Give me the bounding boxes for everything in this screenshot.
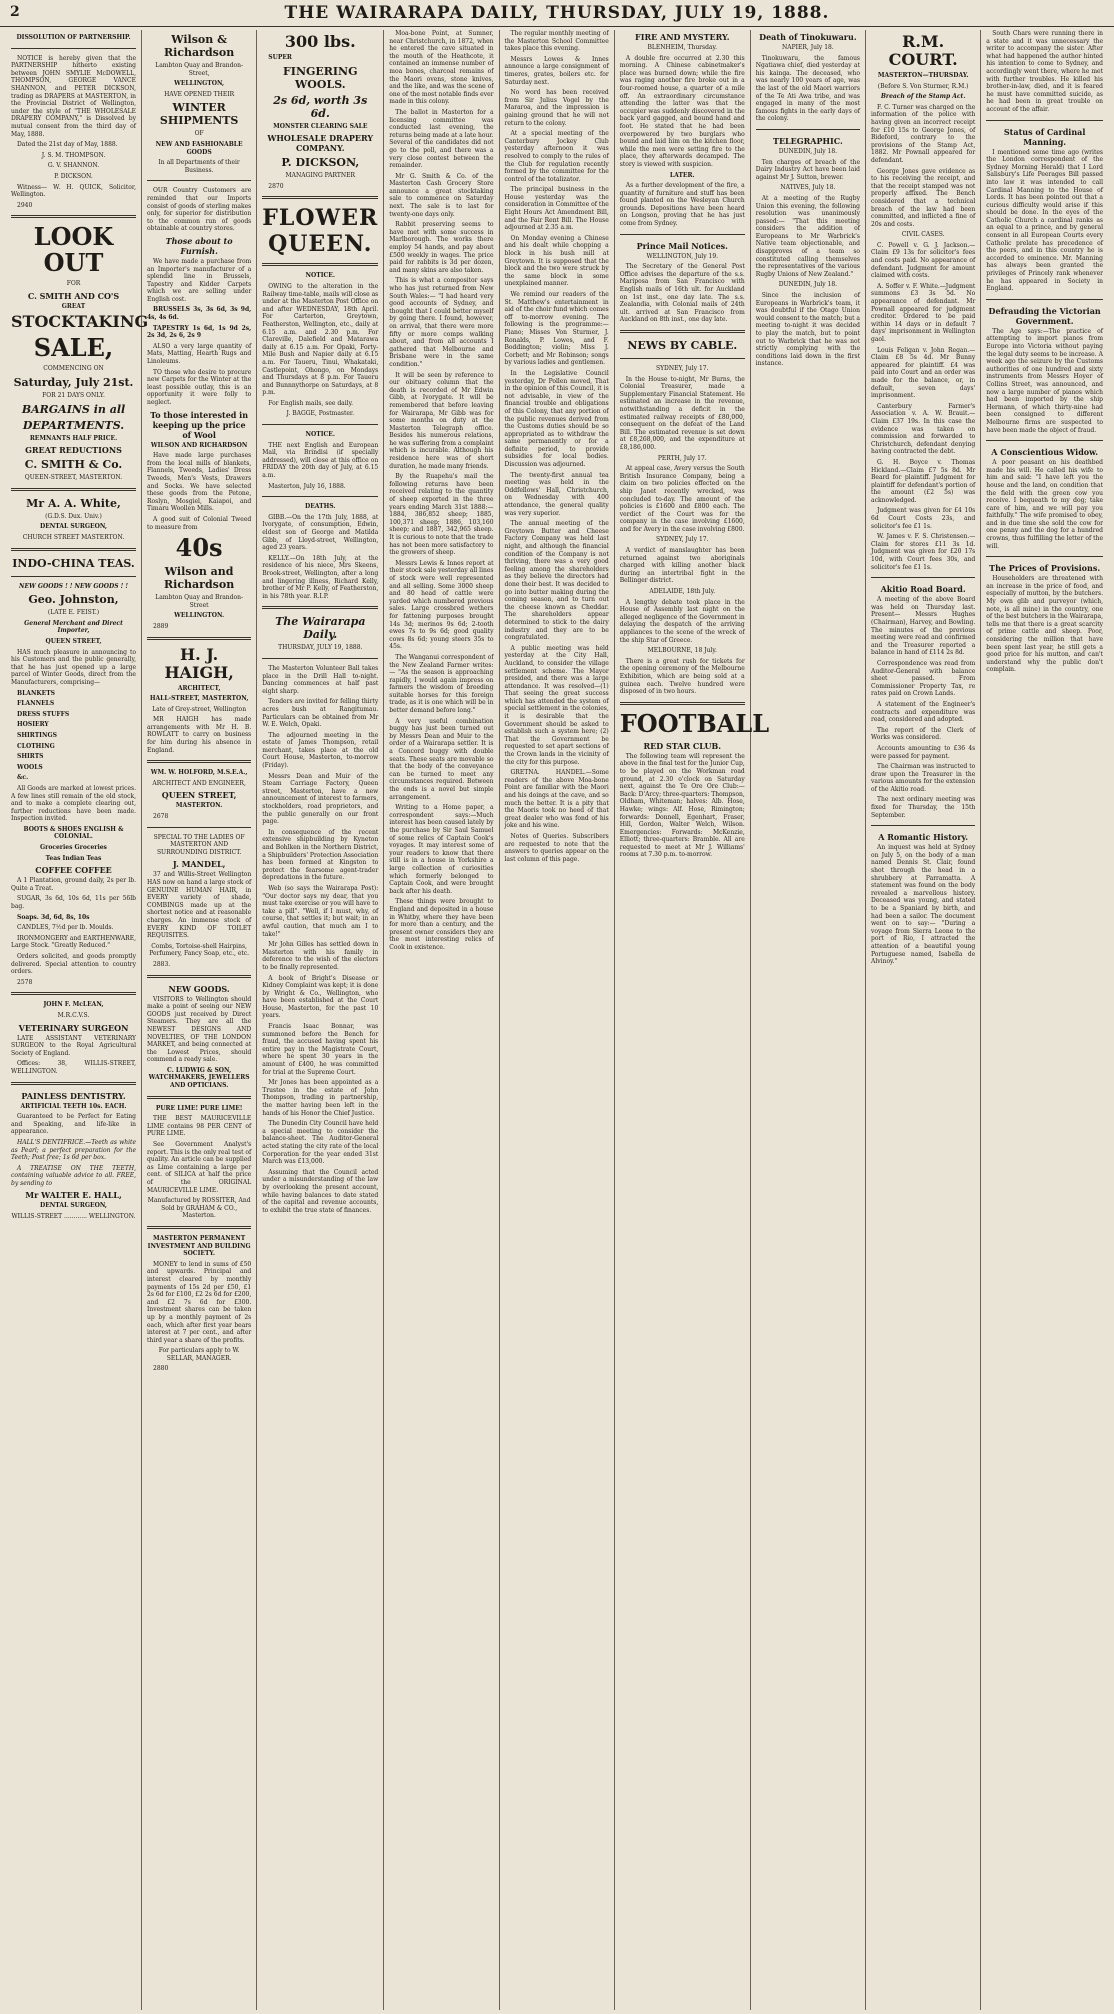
johnston-name: Geo. Johnston, <box>28 593 119 607</box>
goods-item-6: CLOTHING <box>17 742 55 750</box>
hall-address: WILLIS-STREET ............ WELLINGTON. <box>11 1213 136 1221</box>
fire-body: A double fire occurred at 2.30 this morning. A Chinese cabinetmaker's place was burned down; while the fire was raging another fire broke out in a four-roomed house, a quarter of a mile off. An extraordinary circumstance attending the latter was that the occupier was suddenly discovered in the back yard gagged, and bound hand and foot. He stated that he had been overpowered by two burglars who bound and laid him on the kitchen floor, while the men were setting fire to the place, they afterwards decamped. The story is viewed with suspicion. <box>619 54 745 168</box>
akitio-body-2: Correspondence was read from Auditor-General with balance sheet passed. From Commissioner Property Tax, re rates paid on Crown Lands. <box>871 659 976 698</box>
later-body: As a further development of the fire, a quantity of furniture and stuff has been found planted on the Wesleyan Church grounds. Depositions have been heard on Longson, proving that he has just come from Sydney. <box>619 182 745 228</box>
fingering-wools: FINGERING WOOLS. <box>282 64 358 91</box>
defrauding-heading: Defrauding the Victorian Government. <box>988 305 1101 326</box>
dissolution-witness: Witness— W. H. QUICK, Solicitor, Wellington. <box>11 183 136 199</box>
col5-para-3: At a special meeting of the Canterbury Jockey Club yesterday afternoon it was resolved to comply to the rules of the Club for regulation recently formed by the committee for the control of the totalizator. <box>504 130 609 183</box>
firm-city-2: WELLINGTON. <box>174 612 225 620</box>
football-heading: FOOTBALL <box>619 708 770 738</box>
death-place: NAPIER, July 18. <box>782 44 834 51</box>
civil-case-1: C. Powell v. G. J. Jackson.—Claim £9 13s for solicitor's fees and costs paid. No appearance of defendant. Judgment for amount claimed with costs. <box>871 241 976 280</box>
editorial-4: Messrs Dean and Muir of the Steam Carriage Factory, Queen street, Masterton, have a new announcement of interest to farmers, stockholders, road proprietors, and the public generally on our front page. <box>262 772 379 826</box>
cloth-line: A good suit of Colonial Tweed to measure from <box>147 515 252 531</box>
breach-body: F. C. Turner was charged on the information of the police with having given an incorrect receipt for £10 15s to George Jones, of Bideford, contrary to the provisions of the Stamp Act, 1882. Mr Pownall appeared for defendant. <box>871 103 976 164</box>
defrauding-body: The Age says:—The practice of attempting to import pianos from Europe into Victoria without paying the legal duty seems to be increase. A week ago the seizure by the Customs authorities of one hundred and sixty instruments from Messrs Hoyer of Collins Street, was announced, and now a large number of pianos which had been imported by the ship Hermann, of which thirty-nine had been consigned to different Melbourne firms are suspected to have been made the object of fraud. <box>986 327 1104 434</box>
romantic-body: An inquest was held at Sydney on July 5, on the body of a man named Dennis St. Clair, found shot through the head in a shrubbery at Parramatta. A statement was found on the body revealed a marvellous history. Deceased was young, and stated to be a Spaniard by birth, and had been a sailor. The document went on to say:— "During a voyage from Sierra Leone to the port of Rio, I attracted the attention of a beautiful young Portuguese named, Isabella de Alvinoy." <box>871 844 976 966</box>
column-2 <box>142 30 257 2010</box>
akitio-heading: Akitio Road Board. <box>880 584 966 595</box>
col5-para-8: The twenty-first annual tea meeting was held in the Oddfellows' Hall, Christchurch, on Wednesday with 400 attendance, the general quality was very superior. <box>504 471 609 517</box>
lime-maker: Manufactured by ROSSITER, And Sold by GRAHAM & CO., Masterton. <box>147 1197 251 1220</box>
court-heading: R.M. COURT. <box>888 32 958 69</box>
prince-heading: Prince Mail Notices. <box>636 240 728 251</box>
notice-2-heading: NOTICE. <box>305 431 335 439</box>
columns <box>6 30 1108 2010</box>
deaths-heading: DEATHS. <box>305 503 336 511</box>
dentist-name: Mr A. A. White, <box>26 496 121 510</box>
civil-case-4: Canterbury Farmer's Association v. A. W. Brauit.—Claim £37 19s. In this case the evidence was taken on commission and forwarded to Christchurch, defendant denying having contracted the debt. <box>871 402 976 456</box>
hall-dentifrice: HALL'S DENTIFRICE.—Teeth as white as Pearl; a perfect preparation for the Teeth; Post free; 1s 6d per box. <box>11 1138 136 1162</box>
prices-body: Householders are threatened with an increase in the price of food, and especially of mutton, by the butchers. My own glib and purveyor (which, note, is all mine) in the country, one of the best butchers in the Wairarapa, tells me that there is a great scarcity of prime cattle and sheep. Poor, considering the million that have been spent last year, he still gets a good price for his mutton, and can't understand why the public don't complain. <box>986 575 1104 674</box>
col5-para-9: The annual meeting of the Greytown Butter and Cheese Factory Company was held last night, and although the financial condition of the Company is not thriving, there was a very good feeling among the shareholders as they believe the directors had done their best. It was decided to go into butter making during the coming season, and to turn out the cheese known as Cheddar. The shareholders appear determined to stick to the dairy industry and they are to be congratulated. <box>504 520 609 642</box>
prince-body: The Secretary of the General Post Office advises the departure of the s.s. Mariposa from San Francisco with English mails of 16th ult. for Auckland on 1st inst., one day late. The s.s. Zealandia, with Colonial mails of 24th ult. arrived at San Francisco from Auckland on 8th inst., one day late. <box>619 263 745 324</box>
dentist-degree: (G.D.S. Dux. Univ.) <box>45 512 102 520</box>
candles-line: CANDLES, 7½d per lb. Moulds. <box>17 924 114 932</box>
col9-para-1: South Chars were running there in a state and it was unnecessary the writer to accompany the sister. After what had happened the author hinted his intention to come to Sydney, and accordingly went there, where he met with further troubles. He killed his brother-in-law, died, and it is feared he must have committed suicide, as he had been in great trouble on account of the affair. <box>986 30 1104 113</box>
dentist-address: CHURCH STREET MASTERTON. <box>22 534 125 542</box>
editorial-1: The Masterton Volunteer Ball takes place in the Drill Hall to-night. Dancing commences at half past eight sharp. <box>262 664 379 695</box>
akitio-body: A meeting of the above Board was held on Thursday last. Present— Messrs Hughes (Chairman), Harvey, and Bowling. The minutes of the previous meeting were read and confirmed and the Treasurer reported a balance in hand of £114 2s 8d. <box>871 596 976 657</box>
civil-heading: CIVIL CASES. <box>901 231 945 239</box>
bank-body: MONEY to lend in sums of £50 and upwards. Principal and interest cleared by monthly payments of 15s 2d per £50, £1 2s 6d for £100, £2 2s 6d for £200, and £2 7s 6d for £300. Investment shares can be taken up by a monthly payment of 2s each, which after first year bears interest at 7 per cent., and after third year a share of the profits. <box>147 1260 252 1344</box>
sydney-2-body: A verdict of manslaughter has been returned against two aboriginals charged with killing another black during an intertribal fight in the Bellinger district. <box>619 547 745 585</box>
civil-case-6: Judgment was given for £4 10s 6d Court Costs 23s, and solicitor's fee £1 1s. <box>871 507 976 530</box>
dissolution-dated: Dated the 21st day of May, 1888. <box>17 141 118 149</box>
civil-case-5: G. H. Boyce v. Thomas Hickland.—Claim £7 5s 8d. Mr Beard for plaintiff. Judgment for plaintiff for defendant's portion of the amount (£2 5s) was acknowledged. <box>871 458 976 504</box>
col4-para-8: Messrs Lewis & Innes report at their stock sale yesterday all lines of stock were well represented and all selling. Some 3000 sheep and 80 head of cattle were yarded which numbered previous sales. Large crossbred wethers for fattening purposes brought 14s 3d; merinos 9s 6d; 2-tooth ewes 7s to 9s 6d; good quality cows 8s 6d; young steers 35s to 45s. <box>389 559 494 651</box>
teeth-body: Guaranteed to be Perfect for Eating and Speaking, and life-like in appearance. <box>11 1113 136 1136</box>
ad-great: GREAT <box>61 302 86 310</box>
daily-title: The Wairarapa Daily. <box>275 615 366 642</box>
col5-para-4: The principal business in the House yesterday was the consideration in Committee of the Eight Hours Act Amendment Bill, and the Fair Rent Bill. The House adjourned at 2.35 a.m. <box>504 186 609 232</box>
goods-item-3: DRESS STUFFS <box>17 710 70 718</box>
firm-streets: Lambton Quay and Brandon-Street, <box>155 62 244 77</box>
editorial-11: The Dunedin City Council have held a special meeting to consider the balance-sheet. The Auditor-General acted stating the city rate of the local Corporation for the year ended 31st March was £13,000. <box>262 1120 379 1166</box>
ref-number-6: 2880 <box>153 1365 169 1373</box>
pure-lime: PURE LIME! PURE LIME! <box>155 1104 243 1112</box>
managing-partner: MANAGING PARTNER <box>285 172 356 180</box>
perth-body: At appeal case, Avery versus the South British Insurance Company, being a claim on two policies effected on the ship Janet recently wrecked, was concluded to-day. The amount of the policies is £1600 and £800 each. The verdict of the Court was for the company in the case involving £1600, and for Avery in the case involving £800. <box>619 465 745 533</box>
ad-firm-2: C. SMITH & Co. <box>24 458 123 472</box>
col5-para-7: In the Legislative Council yesterday, Dr Pollen moved, That in the opinion of this Council, it is not advisable, in view of the financial trouble and obligations of this Colony, that any portion of the public revenues derived from the Customs duties should be so appropriated as to withdraw the same permanently or for a definite period, to provide subsidies for local bodies. Discussion was adjourned. <box>504 369 609 469</box>
coffee-heading: COFFEE COFFEE <box>35 865 112 876</box>
visitors-body: VISITORS to Wellington should make a point of seeing our NEW GOODS just received by Direct Steamers. They are all the NEWEST DESIGNS AND NOVELTIES, OF THE LONDON MARKET, and being connected at the Lowest Prices, should commend a ready sale. <box>147 995 252 1064</box>
winter-shipments: WINTER SHIPMENTS <box>159 101 239 128</box>
column-9 <box>981 30 1108 2010</box>
groceries-sub: Groceries Groceries <box>40 844 107 852</box>
col5-meeting: The regular monthly meeting of the Masterton School Committee takes place this evening. <box>504 30 609 53</box>
fire-heading: FIRE AND MYSTERY. <box>635 32 730 42</box>
lime-body: THE BEST MAURICEVILLE LIME contains 98 PER CENT of PURE LIME. <box>147 1115 252 1138</box>
furnish-body: We have made a purchase from an Importer's manufacturer of a splendid line in Brussels, Tapestry and Kidder Carpets which we are selling under English cost. <box>147 257 252 303</box>
tea-heading: INDO-CHINA TEAS. <box>12 556 135 570</box>
vet-body: LATE ASSISTANT VETERINARY SURGEON to the Royal Agricultural Society of England. <box>11 1034 136 1057</box>
col4-para-4: Rabbit preserving seems to have met with some success in Marlborough. The works there employ 54 hands, and pay about £500 weekly in wages. The price paid for rabbits is 3d per dozen, and many skins are also taken. <box>389 221 494 274</box>
col5-para-12: Notes of Queries. Subscribers are requested to note that the answers to queries appear on the last column of this page. <box>504 832 609 863</box>
hall-name: Mr WALTER E. HALL, <box>25 1190 122 1201</box>
carpets-line: TO those who desire to procure new Carpets for the Winter at the least possible outlay, this is an opportunity it were folly to neglect. <box>147 368 252 406</box>
column-4 <box>384 30 499 2010</box>
ad-commencing: COMMENCING ON <box>43 365 104 373</box>
dissolution-heading: DISSOLUTION OF PARTNERSHIP. <box>16 34 131 41</box>
signatory-3: P. DICKSON. <box>54 172 93 180</box>
sugar-line: SUGAR, 3s 6d, 10s 6d, 11s per 56lb bag. <box>11 895 136 911</box>
col5-para-10: A public meeting was held yesterday at the City Hall, Auckland, to consider the village settlement scheme. The Mayor presided, and there was a large attendance. It was resolved—(1) That seeing the great success which has attended the system of special settlement in the colonies, it is desirable that the Government should be asked to establish such a system here; (2) That the Government be requested to set apart sections of the Crown lands in the vicinity of the city for this purpose. <box>504 644 609 766</box>
ad-bargains: BARGAINS in all <box>21 402 126 416</box>
mandel-combs: Combs, Tortoise-shell Hairpins, Perfumery, Fancy Soap, etc., etc. <box>149 942 250 958</box>
editorial-12: Assuming that the Council acted under a misunderstanding of the law by overlooking the present account, while having balances to date stated of the capital and revenue accounts, to exhibit the true state of finances. <box>262 1168 379 1214</box>
matting-line: ALSO a very large quantity of Mats, Matting, Hearth Rugs and Linoleums. <box>147 342 252 366</box>
telegraphic-body: Ten charges of breach of the Dairy Industry Act have been laid against Mr J. Sutton, brewer. <box>755 158 861 181</box>
wool-body: Have made large purchases from the local mills of blankets, Flannels, Tweeds, Ladies' Dress Tweeds, Men's Vests, Drawers and Socks. We have selected these goods from the Petone, Roslyn, Mosgiel, Kaiapoi, and Timaru Woollen Mills. <box>147 452 252 513</box>
akitio-body-7: The next ordinary meeting was fixed for Thursday, the 15th September. <box>871 796 976 819</box>
coffee-body: A 1 Plantation, ground daily, 2s per lb. Quite a Treat. <box>11 877 136 892</box>
notice-2-date: Masterton, July 16, 1888. <box>268 482 346 490</box>
dentist-title: DENTAL SURGEON, <box>39 523 108 531</box>
ad-address: QUEEN-STREET, MASTERTON. <box>24 474 123 482</box>
treatise: A TREATISE ON THE TEETH, containing valuable advice to all. FREE, by sending to <box>11 1164 136 1187</box>
page-number: 2 <box>10 4 20 20</box>
column-3 <box>257 30 384 2010</box>
goods-item-7: SHIRTS <box>17 753 44 761</box>
conscientious-heading: A Conscientious Widow. <box>991 447 1098 458</box>
telegraphic-heading: TELEGRAPHIC. <box>772 135 843 146</box>
editorial-9: Francis Isaac Bonnar, was summoned before the Bench for fraud, the accused having spent his entire pay in the Magistrate Court, where he spent 30 years in the amount of £400, he was committed for trial at the Supreme Court. <box>262 1023 379 1076</box>
brussels-line: BRUSSELS 3s, 3s 6d, 3s 9d, 4s, 4s 6d. <box>147 306 252 322</box>
civil-case-7: W. James v. F. S. Christensen.—Claim for stores £11 3s 1d. Judgment was given for £20 17s 10d, with Court fees 30s, and solicitor's fee £1 1s. <box>871 533 976 571</box>
architect-late: Late of Grey-street, Wellington <box>152 705 247 713</box>
civil-case-2: A. Soffer v. F. White.—Judgment summons £3 3s 5d. No appearance of defendant. Mr Pownall appeared for judgment creditor. Ordered to be paid within 14 days or in default 7 days' imprisonment in Wellington gaol. <box>871 282 976 343</box>
notice-2-body: THE next English and European Mail, via Brindisi (if specially addressed), will close at this office on FRIDAY the 20th day of July, at 6.15 a.m. <box>262 441 379 480</box>
editorial-3: The adjourned meeting in the estate of James Thompson, retail merchant, takes place at the old Court House, Masterton, to-morrow (Friday). <box>262 731 379 770</box>
firm-address-2: Lambton Quay and Brandon-Street <box>155 594 244 609</box>
col4-para-6: It will be seen by reference to our obituary column that the death is recorded of Mr Edwin Gibb, at Ivorygate. It will be remembered that before leaving for Wairarapa, Mr Gibb was for some months on duty at the Masterton Telegraph office. Besides his numerous relations, he was suffering from a complaint which is incurable. Although his residence here was of short duration, he made many friends. <box>389 371 494 470</box>
wool-super: SUPER <box>268 54 292 61</box>
lime-analysis: See Government Analyst's report. This is the only real test of quality. An article can be supplied as Lime containing a large per cent. of SILICA at half the price of the ORIGINAL MAURICEVILLE LIME. <box>147 1141 252 1194</box>
akitio-body-6: The Chairman was instructed to draw upon the Treasurer in the various amounts for the extension of the Akitio road. <box>871 763 976 793</box>
goods-item-1: BLANKETS <box>17 689 56 697</box>
goods-line: NEW AND FASHIONABLE GOODS <box>155 140 243 156</box>
melbourne-body: There is a great rush for tickets for the opening ceremony of the Melbourne Exhibition, which are being sold at a guinea each. Twelve hundred were disposed of in two hours. <box>619 657 745 696</box>
col4-para-2: The ballot in Masterton for a licensing committee was conducted last evening, the returns being made at a late hour. Several of the candidates did not go to the poll, and there was a very close contest between the remainder. <box>389 108 494 170</box>
ad-for: FOR <box>66 280 81 288</box>
wool-price: 2s 6d, worth 3s 6d. <box>273 93 368 120</box>
johnston-body: HAS much pleasure in announcing to his Customers and the public generally, that he has just opened up a large parcel of Winter Goods, direct from the Manufacturers, comprising— <box>11 648 136 686</box>
new-goods-heading: NEW GOODS. <box>168 983 230 994</box>
monster-sale: MONSTER CLEARING SALE <box>273 122 368 130</box>
bank-heading: MASTERTON PERMANENT INVESTMENT AND BUILDING SOCIETY. <box>147 1234 251 1258</box>
editorial-6: Web (so says the Wairarapa Post): "Our doctor says my dear, that you must take exercise or you will have to take a pill". "Well, if I must, why, of course, that settles it; but wait; in an awful caution, that much am I to take!" <box>262 884 379 938</box>
notice-body: OWING to the alteration in the Railway time-table, mails will close as under at the Masterton Post Office on and after WEDNESDAY, 18th April. For Carterton, Greytown, Featherston, Wellington, etc., daily at 6.15 a.m. and 2.30 p.m. For Clareville, Dalefield and Matarawa daily at 6.15 a.m. For Opaki, Forty-Mile Bush and Napier daily at 6.15 a.m. For Taueru, Tinui, Whakataki, Castlepoint, Ohongo, on Mondays and Thursdays at 8 p.m. For Taueru and Bunnnythorpe on Saturdays, at 8 p.m. <box>262 282 379 397</box>
price-big: 40s <box>175 533 223 563</box>
perth-dateline: PERTH, July 17. <box>657 454 707 462</box>
sydney-dateline: SYDNEY, July 17. <box>655 365 709 372</box>
orders-line: Orders solicited, and goods promptly delivered. Special attention to country orders. <box>11 953 136 976</box>
court-before: (Before S. Von Sturmer, R.M.) <box>877 82 969 90</box>
johnston-trade: General Merchant and Direct Importer, <box>24 619 123 635</box>
col4-para-9: The Wanganui correspondent of the New Zealand Farmer writes:— "As the season is approaching rapidly, I would again impress on farmers the wisdom of breeding suitable horses for this foreign trade, as it is one which will be in better demand before long." <box>389 653 494 715</box>
vet-office: Offices: 38, WILLIS-STREET, WELLINGTON. <box>11 1060 136 1075</box>
deaths-body: GIBB.—On the 17th July, 1888, at Ivorygate, of consumption, Edwin, eldest son of George and Matilda Gibb, of Lloyd-street, Wellington, aged 23 years. <box>262 513 379 552</box>
col5-para-11: GRETNA. HANDEL.—Some readers of the above Moa-bone Point are familiar with the Maori and his doings at the cave, and so much the better. It is a pity that the Maoris took no heed of that great dealer who was fond of his joke and his wine. <box>504 769 609 830</box>
ad-stocktaking: STOCKTAKING <box>11 312 149 332</box>
visitors-sign: C. LUDWIG & SON, WATCHMAKERS, JEWELLERS AND OPTICIANS. <box>148 1066 250 1090</box>
column-1 <box>6 30 149 2010</box>
adelaide-dateline: ADELAIDE, 18th July. <box>649 588 716 596</box>
adelaide-body: A lengthy debate took place in the House of Assembly last night on the alleged negligence of the Government in delaying the despatch of the arriving appliances to the scene of the wreck of the ship Star of Greece. <box>619 598 745 644</box>
col4-para-7: By the Ruapehu's mail the following returns have been received relating to the quantity of sheep exported in the three years ending March 31st 1888:—1884, 386,852 sheep; 1885, 100,371 sheep; 1886, 103,160 sheep; and 1887, 342,965 sheep. It is curious to note that the trade has not been more satisfactory to the growers of sheep. <box>389 473 494 557</box>
col5-para-5: On Monday evening a Chinese and his dealt while chopping a block in his bush mill at Greytown. It is supposed that the block and the two were struck by the same block in some unexplained manner. <box>504 234 609 288</box>
ad-date: Saturday, July 21st. <box>13 376 134 390</box>
groceries-heading: BOOTS & SHOES ENGLISH & COLONIAL. <box>23 825 124 841</box>
teeth-heading: ARTIFICIAL TEETH 10s. EACH. <box>20 1102 127 1110</box>
col5-para-6: We remind our readers of the St. Matthew's entertainment in aid of the choir fund which comes off to-morrow evening. The following is the programme:— Piano; Misses Von Sturmer, J. Ronalds, P. Lowes, and F. Boddington; violin; Miss J. Corbett; and Mr Robinson; songs by various ladies and gentlemen. <box>504 291 609 367</box>
firm-name-2: Wilson and Richardson <box>164 565 235 592</box>
vet-degree: M.R.C.V.S. <box>57 1011 90 1019</box>
prince-place: WELLINGTON, July 19. <box>646 252 719 260</box>
ad-remnants: REMNANTS HALF PRICE. <box>29 434 118 442</box>
ad-for-days: FOR 21 DAYS ONLY. <box>42 392 105 400</box>
court-place: MASTERTON—THURSDAY. <box>877 72 969 79</box>
holford-name: WM. W. HOLFORD, M.S.E.A., <box>150 769 248 777</box>
hall-title: DENTAL SURGEON, <box>39 1202 108 1210</box>
death-heading: Death of Tinokuwaru. <box>759 32 857 42</box>
have-opened: HAVE OPENED THEIR <box>164 90 235 98</box>
dissolution-body: NOTICE is hereby given that the PARTNERSHIP hitherto existing between JOHN SMYLIE McDOWELL, THOMPSON, GEORGE VANCE SHANNON, and PETER DICKSON, trading as DRAPERS at MASTERTON, in the Provincial District of Wellington, under the style of "THE WHOLESALE DRAPERY COMPANY," is Dissolved by mutual consent from the third day of May, 1888. <box>11 54 136 138</box>
furnish-heading: Those about to Furnish. <box>165 235 233 256</box>
ad-reductions: GREAT REDUCTIONS <box>25 445 122 456</box>
vet-name: JOHN F. McLEAN, <box>43 1001 104 1009</box>
ad-firm: C. SMITH AND CO'S <box>27 290 120 301</box>
groceries-body: All Goods are marked at lowest prices. A few lines still remain of the old stock, and to make a complete clearing out, further reductions have been made. Inspection invited. <box>11 784 136 823</box>
natives-body: At a meeting of the Rugby Union this evening, the following resolution was unanimously passed:— "That this meeting considers the addition of Europeans to Mr Warbrick's Native team objectionable, and disapproves of a team so constituted calling themselves the representatives of the various Rugby Unions of New Zealand." <box>755 194 861 278</box>
masthead <box>0 0 1114 27</box>
editorial-10: Mr Jones has been appointed as a Trustee in the estate of John Thompson, trading in partnership, the matter having been left in the hands of his Honor the Chief Justice. <box>262 1079 379 1117</box>
teas-line: Teas Indian Teas <box>45 854 102 862</box>
newspaper-title: THE WAIRARAPA DAILY, THURSDAY, JULY 19, 1888. <box>284 3 830 23</box>
wool-heading: To those interested in keeping up the price of Wool <box>150 409 249 440</box>
new-goods: NEW GOODS ! ! NEW GOODS ! ! <box>19 582 128 590</box>
editorial-2: Tenders are invited for felling thirty acres bush at Rangitumau. Particulars can be obtained from Mr W. E. Welch, Opaki. <box>262 698 379 729</box>
ad-look-out: LOOK OUT <box>33 222 114 278</box>
akitio-body-3: A statement of the Engineer's contracts and expenditure was read, considered and adopted. <box>871 700 976 724</box>
melbourne-dateline: MELBOURNE, 18 July. <box>647 647 717 655</box>
red-star-club: RED STAR CLUB. <box>643 740 721 751</box>
civil-case-3: Louis Feligan v. John Regan.—Claim £8 5s 4d. Mr Bunny appeared for plaintiff. £4 was paid into Court and an order was made for the balance, or, in default, seven days' imprisonment. <box>871 346 976 400</box>
goods-item-4: HOSIERY <box>17 721 49 729</box>
notice-heading: NOTICE. <box>305 272 335 280</box>
ref-number-3: 2889 <box>153 622 169 630</box>
notice-sign: J. BAGGE, Postmaster. <box>286 410 355 418</box>
status-heading: Status of Cardinal Manning. <box>1003 126 1086 147</box>
akitio-body-5: Accounts amounting to £36 4s were passed for payment. <box>871 744 976 760</box>
ref-number: 2940 <box>17 201 33 209</box>
soaps-line: Soaps. 3d, 6d, 8s, 10s <box>17 913 90 921</box>
goods-item-9: &c. <box>17 774 29 782</box>
wholesale-company: WHOLESALE DRAPERY COMPANY. <box>267 133 374 154</box>
sydney-body: In the House to-night, Mr Burns, the Colonial Treasurer, made a Supplementary Financial Statement. He estimated an increase in the revenue, notwithstanding a deficit in the estimated railway receipts of £80,000, consequent on the defeat of the Land Bill. The estimated revenue is set down at £8,268,000, and the expenditure at £8,186,000. <box>619 375 745 451</box>
holford-street: QUEEN STREET, <box>161 790 237 801</box>
col5-para-2: No word has been received from Sir Julius Vogel by the Mararoa, and the impression is gaining ground that he will not return to the colony. <box>504 89 609 127</box>
goods-item-5: SHIRTINGS <box>17 731 57 739</box>
johnston-street: QUEEN STREET, <box>45 638 102 645</box>
natives-dateline: NATIVES, July 18. <box>780 184 836 192</box>
conscientious-body: A poor peasant on his deathbed made his will. He called his wife to him and said: "I have left you the house and the land, on condition that the field with the green cow you receive. I bequeath to my dog; take care of him, and we will pay you faithfully." The wife promised to obey, and in due time she sold the cow for one penny and the dog for a hundred crowns, thus fulfilling the letter of the will. <box>986 459 1104 550</box>
column-7 <box>751 30 866 2010</box>
painless-dentistry: PAINLESS DENTISTRY. <box>21 1090 126 1101</box>
news-by-cable: NEWS BY CABLE. <box>627 339 738 352</box>
ref-number-4: 2678 <box>153 813 169 821</box>
column-8 <box>866 30 981 2010</box>
signatory-1: J. S. M. THOMPSON. <box>41 151 106 159</box>
architect-name: H. J. HAIGH, <box>164 644 234 682</box>
flower-queen: FLOWER QUEEN. <box>262 205 379 258</box>
ref-number-7: 2870 <box>268 182 284 190</box>
mandel-name: J. MANDEL, <box>172 859 226 870</box>
prices-heading: The Prices of Provisions. <box>989 563 1101 574</box>
sydney-2-dateline: SYDNEY, July 17. <box>655 536 709 544</box>
holford-title: ARCHITECT AND ENGINEER, <box>152 779 246 787</box>
col4-para-1: Moa-bone Point, at Sumner, near Christchurch, in 1872, when he entered the cave situated in the mouth of the Heathcote, it contained an immense number of moa bones, charcoal remains of the Maori ovens, stone knives, and the like, and was the scene of one of the most notable finds ever made in this colony. <box>389 30 494 106</box>
telegraphic-place: DUNEDIN, July 18. <box>778 147 838 155</box>
column-6 <box>615 30 770 2010</box>
wool-lbs: 300 lbs. <box>284 32 356 51</box>
wr-line: WILSON AND RICHARDSON <box>150 441 248 449</box>
ad-departments: DEPARTMENTS. <box>22 418 125 432</box>
architect-body: MR HAIGH has made arrangements with Mr H. B. ROWLATT to carry on business for him during his absence in England. <box>147 716 252 754</box>
status-body: I mentioned some time ago (writes the London correspondent of the Sydney Morning Herald) that I Lord Salisbury's Life Peerages Bill passed into law it was intended to call Cardinal Manning to the House of Lords. It has been pointed out that a curious difficulty would arise if this should be done. In the eyes of the Catholic Church a cardinal ranks as an equal to a prince, and by general consent in all European Courts every Catholic prelate has precedence of the peers, and in this country he is accorded to eminence. Mr. Manning has always been granted the privileges of Princely rank whenever he has appeared in Society in England. <box>986 148 1104 293</box>
holford-city: MASTERTON. <box>175 802 223 810</box>
departments-line: In all Departments of their Business. <box>158 159 240 174</box>
ref-number-5: 2883. <box>153 960 171 968</box>
breach-body-2: George Jones gave evidence as to his receiving the receipt, and that the receipt stamped was not properly affixed. The Bench considered that a technical breach of the law had been committed, and inflicted a fine of 20s and costs. <box>871 167 976 228</box>
col4-para-5: This is what a compositor says who has just returned from New South Wales:— "I had heard very good accounts of Sydney, and thought that I could better myself by going there. I found, however, on arrival, that there were more fifty or more comps walking about, and from all accounts I gathered that Melbourne and Brisbane were in the same condition." <box>389 277 494 368</box>
fire-place: BLENHEIM, Thursday. <box>647 44 718 51</box>
dunedin-dateline: DUNEDIN, July 18. <box>778 281 838 289</box>
notice-english: For English mails, see daily. <box>268 399 354 407</box>
col4-para-3: Mr G. Smith & Co. of the Masterton Cash Grocery Store announce a great stocktaking sale to commence on Saturday next. The sale is to last for twenty-one days only. <box>389 172 494 218</box>
football-body: The following team will represent the above in the final test for the Junior Cup, to be played on the Workman road ground, at 2.30 o'clock on Saturday next, against the Te Ore Ore Club:— Back: D'Arcy; three-quarters: Thompson, Oldham, Whiteman; halves: Alb. Hose, Hawke; wings: Alf. Hose, Rimington; forwards: Donnell, Egenhart, Fraser, Hill, Gordon, Walter Welch, Wilson. Emergencies: Forwards: McKenzie, Elliott; three-quarters: Bramble. All are requested to meet at Mr J. Williams' rooms at 7.30 p.m. to-morrow. <box>619 752 745 859</box>
firm-city: WELLINGTON, <box>174 80 225 88</box>
country-body: OUR Country Customers are reminded that our Imports consist of goods of sterling makes only, for superior for distribution to the common run of goods obtainable at country stores. <box>147 187 252 233</box>
akitio-body-4: The report of the Clerk of Works was considered. <box>871 726 976 742</box>
architect-title: ARCHITECT, <box>177 684 221 692</box>
firm-name: Wilson & Richardson <box>164 33 235 59</box>
special-ladies: SPECIAL TO THE LADIES OF MASTERTON AND SURROUNDING DISTRICT. <box>153 833 245 856</box>
kelly-death: KELLY.—On 18th July, at the residence of his niece, Mrs Skeens, Brook-street, Wellington, after a long and lingering illness, Richard Kelly, brother of Mr P. Kelly, of Featherston, in his 78th year. R.I.P. <box>262 554 379 600</box>
goods-item-8: WOOLS <box>17 763 43 771</box>
date-line: THURSDAY, JULY 19, 1888. <box>278 644 363 652</box>
architect-address: HALL-STREET, MASTERTON, <box>149 695 249 703</box>
johnston-late: (LATE E. FEIST.) <box>47 609 100 617</box>
death-body: Tinokuwaru, the famous Ngatiawa chief, died yesterday at his kainga. The deceased, who was nearly 100 years of age, was the last of the old Maori warriors of the Te Ati Awa tribe, and was engaged in many of the most famous fights in the early days of the colony. <box>755 54 861 123</box>
goods-item-2: FLANNELS <box>17 700 55 708</box>
ad-sale: SALE, <box>33 333 114 363</box>
breach-heading: Breach of the Stamp Act. <box>880 93 966 101</box>
of-line: OF <box>194 130 204 138</box>
editorial-7: Mr John Gilles has settled down in Masterton with his family in deference to the wish of the electors to be finally represented. <box>262 941 379 971</box>
column-5 <box>500 30 615 2010</box>
ironmongery-line: IRONMONGERY and EARTHENWARE, Large Stock. "Greatly Reduced." <box>11 934 136 950</box>
col4-para-11: Writing to a Home paper, a correspondent says:—Much interest has been caused lately by the purchase by Sir Saul Samuel of some relics of Captain Cook's voyages. It may interest some of your readers to know that there still is in a house in Yorkshire a large collection of curiosities which formerly belonged to Captain Cook, and were brought back after his death. <box>389 804 494 895</box>
editorial-8: A book of Bright's Disease or Kidney Complaint was kept; it is done by Wright & Co., Wellington, who have been established at the Court House, Masterton, for the past 10 years. <box>262 974 379 1020</box>
later-heading: LATER. <box>669 171 695 179</box>
bank-sign: For particulars apply to W. SELLAR, MANAGER. <box>158 1347 240 1362</box>
ref-number-2: 2578 <box>17 978 33 986</box>
col5-para-1: Messrs Lowes & Innes announce a large consignment of timeres, grates, boilers etc. for Saturday next. <box>504 55 609 86</box>
col4-para-10: A very useful combination buggy has just been turned out by Messrs Dean and Muir to the order of a Wairarapa settler. It is a Concord buggy with double seats. These seats are movable so that the body of the conveyance can be turned to meet any circumstances required. Between the ends is a novel but simple arrangement. <box>389 717 494 801</box>
dickson-name: P. DICKSON, <box>281 156 360 170</box>
tapestry-line: TAPESTRY 1s 6d, 1s 9d 2s, 2s 3d, 2s 6, 2s 9 <box>147 324 252 340</box>
editorial-5: In consequence of the recent extensive shipbuilding by Kyneton and Bohlken in the Northern District, a Shipbuilders' Protection Association has been formed at Kingston to protect the fearsome agent-trader depredations in the future. <box>262 828 379 882</box>
signatory-2: G. V. SHANNON. <box>47 162 100 170</box>
romantic-heading: A Romantic History. <box>878 832 968 843</box>
dunedin-body: Since the inclusion of Europeans in Warbrick's team, it was doubtful if the Otago Union would consent to the match; but a meeting to-night it was decided to play the match, but to point out to Warbrick that he was not strictly complying with the conditions laid down in the first instance. <box>755 292 861 368</box>
col4-para-12: These things were brought to England and deposited in a house in Whitby, where they have been for more than a century, and the present owner considers they are the most interesting relics of Cook in existence. <box>389 898 494 951</box>
vet-title: VETERINARY SURGEON <box>18 1022 129 1033</box>
mandel-body: 37 and Willis-Street Wellington HAS now on hand a large stock of GENUINE HUMAN HAIR, in EVERY variety of shade, COMBINGS made up at the shortest notice and at reasonable charges. An immense stock of EVERY KIND OF TOILET REQUISITES. <box>147 871 252 940</box>
